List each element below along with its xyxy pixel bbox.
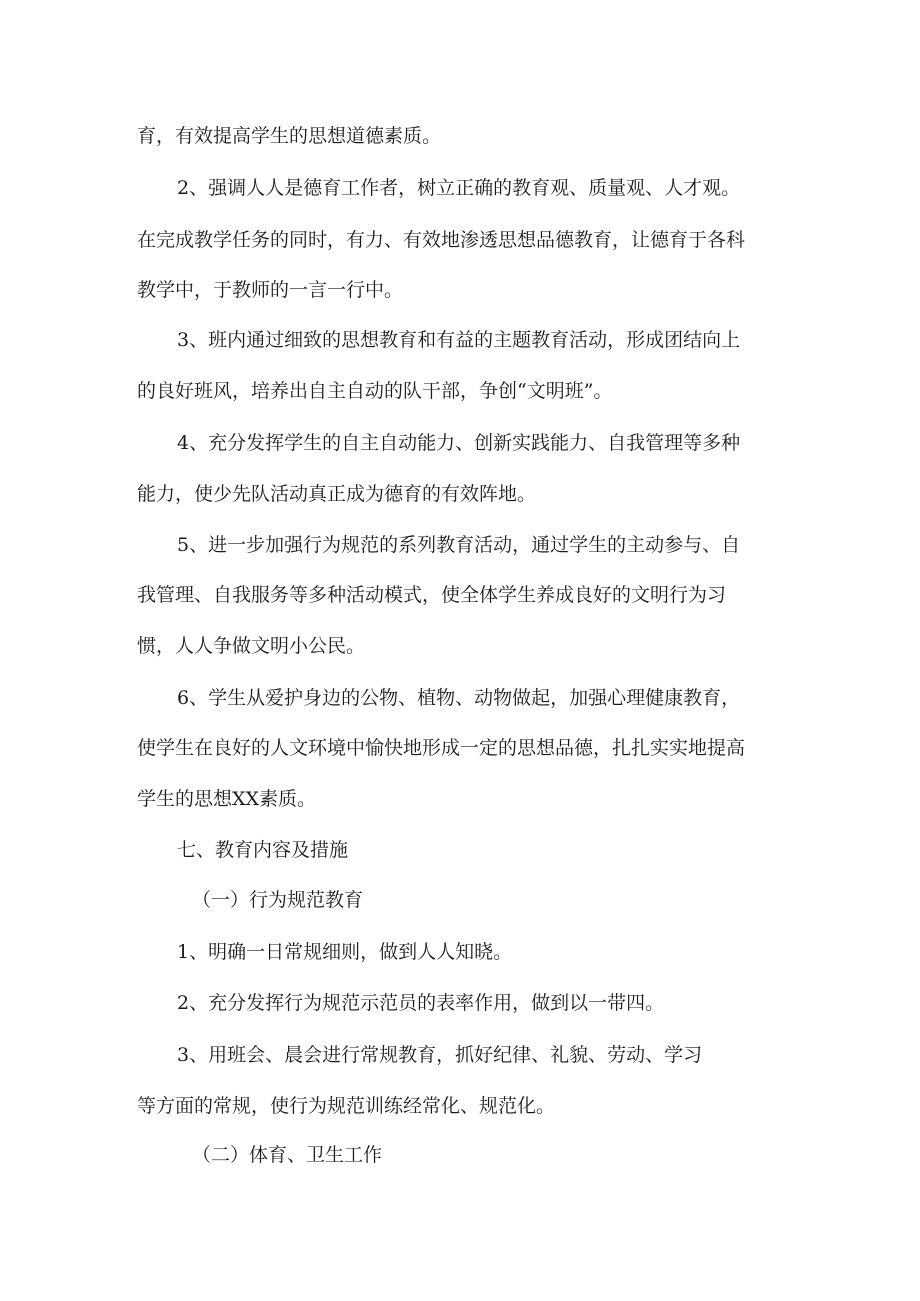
text-line: 使学生在良好的人文环境中愉快地形成一定的思想品德，扎扎实实地提高	[137, 737, 746, 759]
text-line: 4、充分发挥学生的自主自动能力、创新实践能力、自我管理等多种	[177, 432, 741, 454]
text-line: 5、进一步加强行为规范的系列教育活动，通过学生的主动参与、自	[177, 534, 741, 556]
text-line: 2、充分发挥行为规范示范员的表率作用，做到以一带四。	[177, 992, 665, 1014]
subsection-heading: （二）体育、卫生工作	[192, 1144, 383, 1166]
text-line: 的良好班风，培养出自主自动的队干部，争创“文明班”。	[137, 380, 613, 402]
text-line: 2、强调人人是德育工作者，树立正确的教育观、质量观、人才观。	[177, 177, 741, 199]
text-line: 育，有效提高学生的思想道德素质。	[137, 125, 442, 147]
subsection-heading: （一）行为规范教育	[192, 889, 364, 911]
text-line: 学生的思想XX素质。	[137, 788, 317, 810]
text-line: 3、用班会、晨会进行常规教育，抓好纪律、礼貌、劳动、学习	[177, 1044, 703, 1066]
text-line: 教学中，于教师的一言一行中。	[137, 279, 404, 301]
text-line: 我管理、自我服务等多种活动模式，使全体学生养成良好的文明行为习	[137, 584, 727, 606]
text-line: 1、明确一日常规细则，做到人人知晓。	[177, 941, 513, 963]
section-heading: 七、教育内容及措施	[177, 839, 349, 861]
text-line: 等方面的常规，使行为规范训练经常化、规范化。	[137, 1095, 556, 1117]
text-line: 在完成教学任务的同时，有力、有效地渗透思想品德教育，让德育于各科	[137, 229, 746, 251]
text-line: 6、学生从爱护身边的公物、植物、动物做起，加强心理健康教育，	[177, 687, 741, 709]
text-line: 能力，使少先队活动真正成为德育的有效阵地。	[137, 483, 537, 505]
text-line: 3、班内通过细致的思想教育和有益的主题教育活动，形成团结向上	[177, 329, 741, 351]
text-line: 惯，人人争做文明小公民。	[137, 635, 366, 657]
